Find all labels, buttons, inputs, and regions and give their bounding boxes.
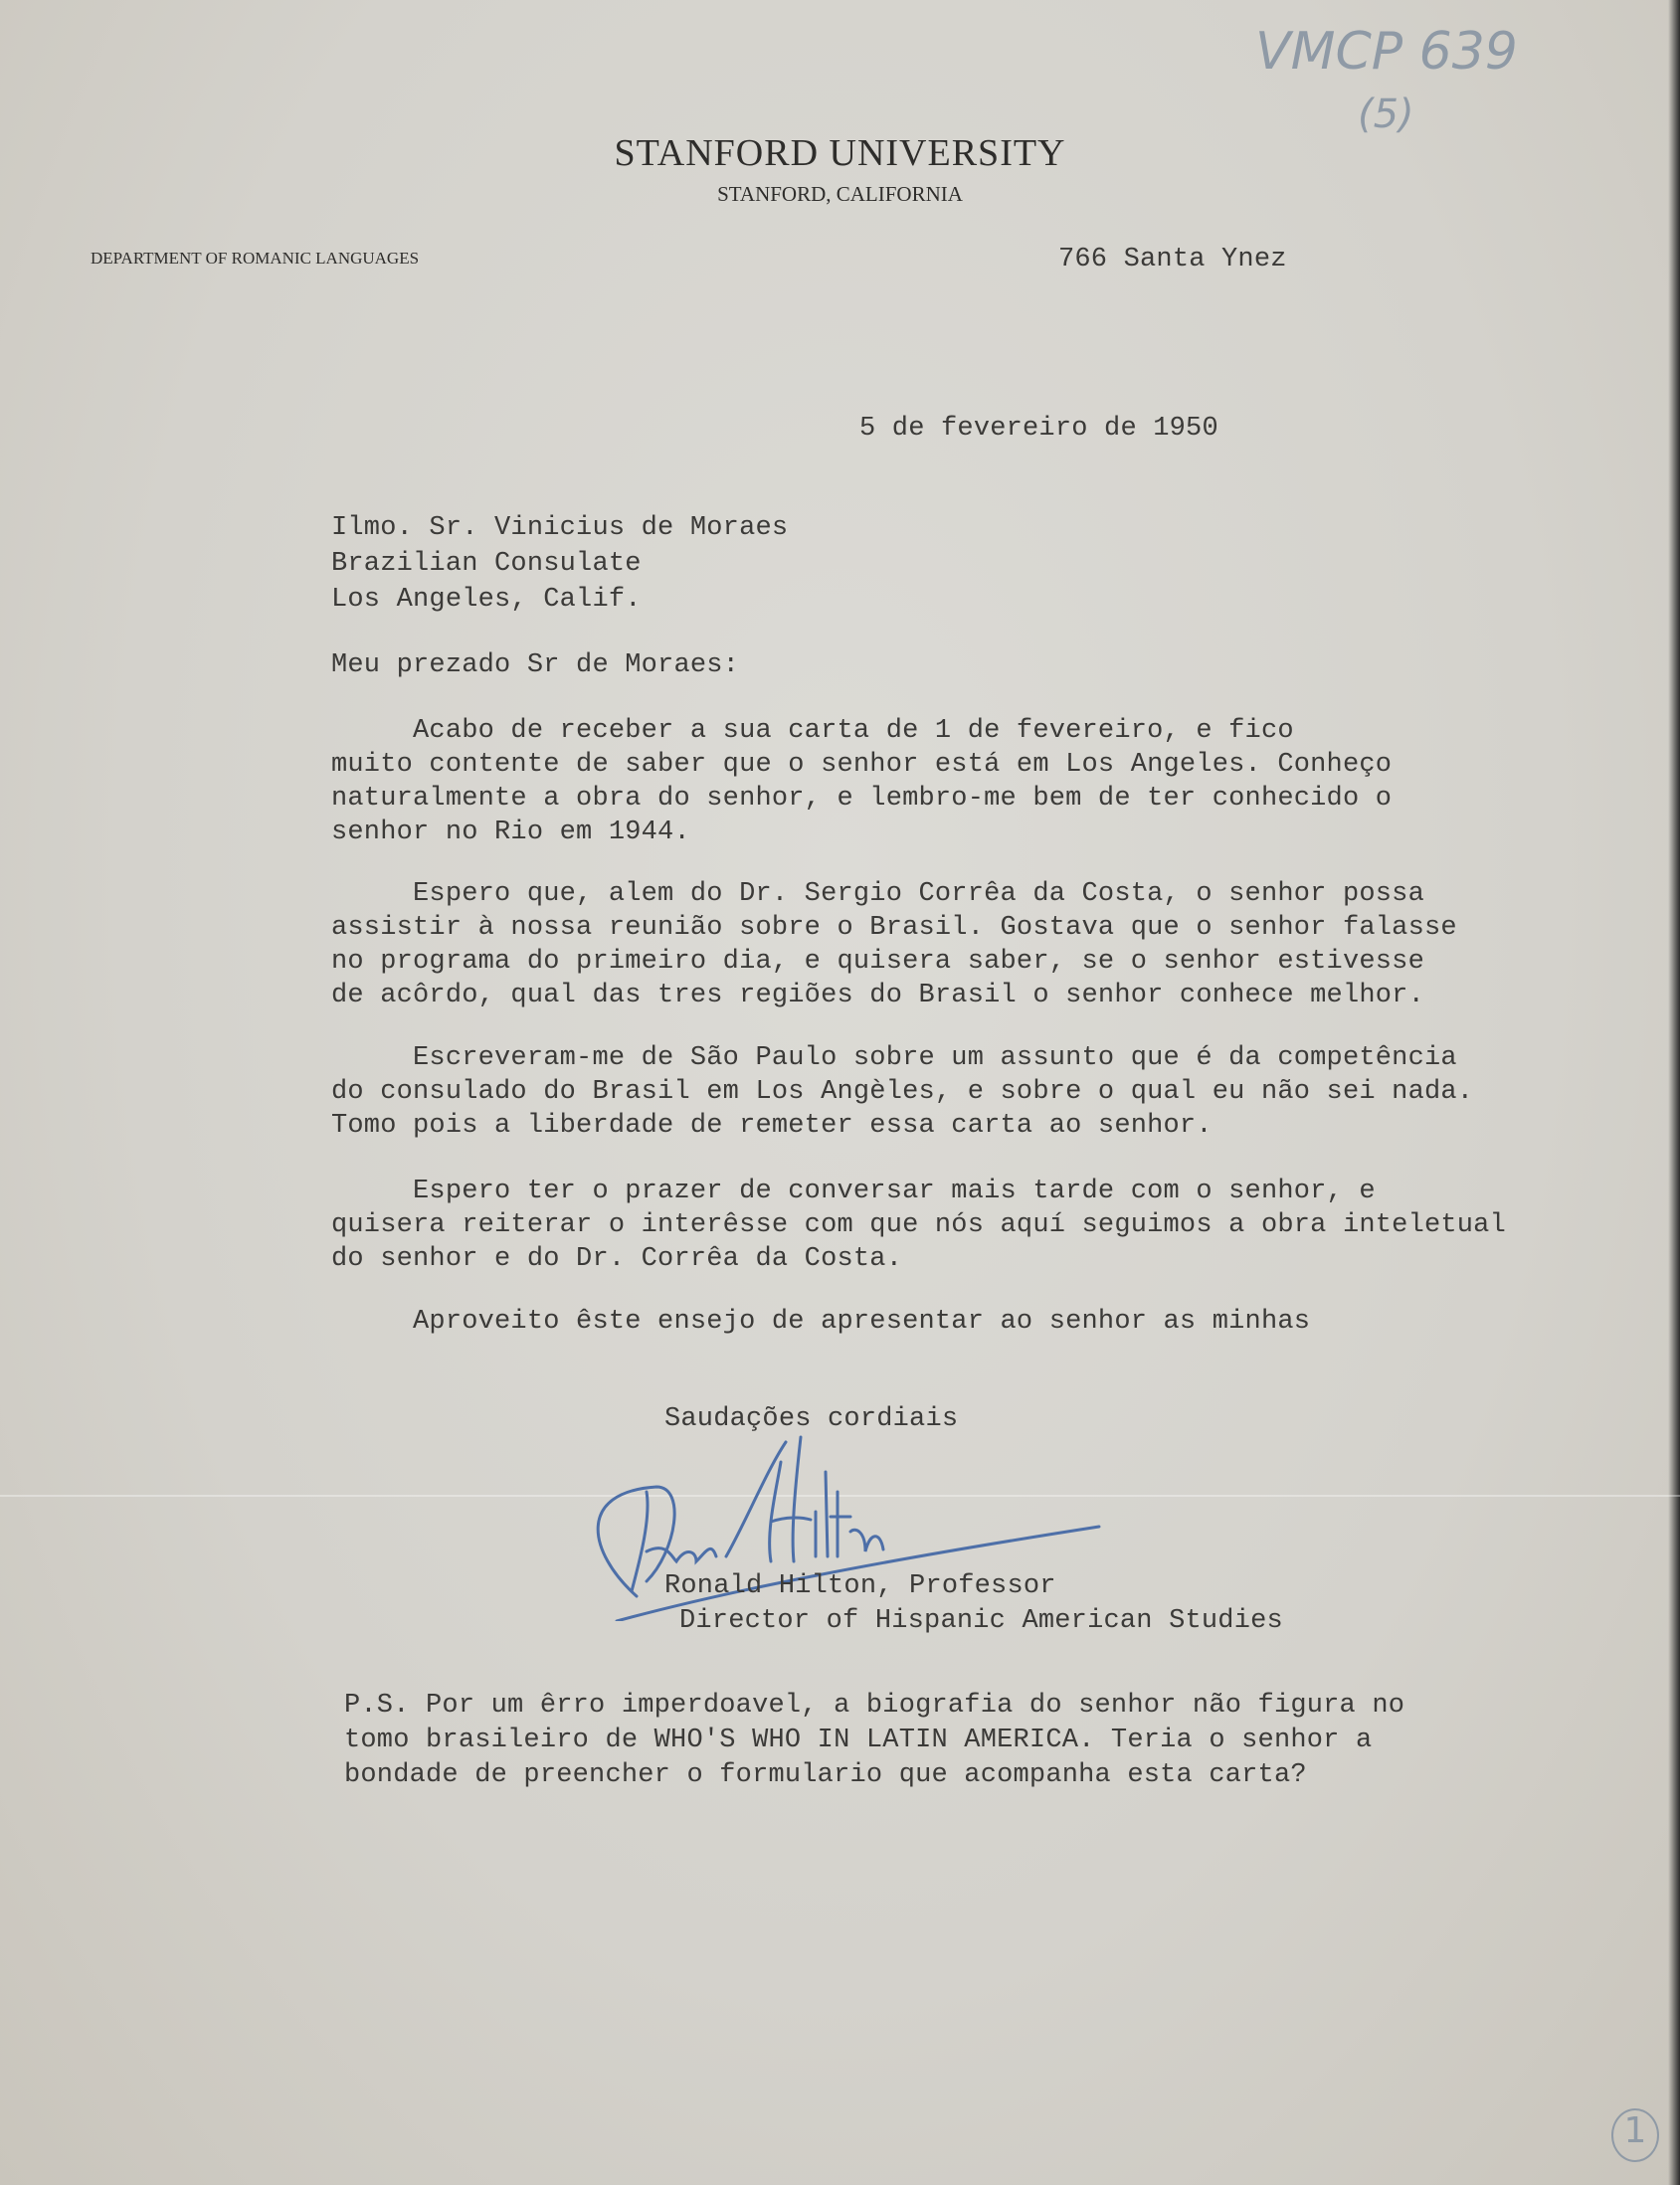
text-line: do consulado do Brasil em Los Angèles, e sobre o qual eu não sei nada. xyxy=(331,1077,1474,1107)
text-line: no programa do primeiro dia, e quisera saber, se o senhor estivesse xyxy=(331,947,1424,977)
letterhead-department: DEPARTMENT OF ROMANIC LANGUAGES xyxy=(91,249,420,268)
paragraph xyxy=(331,1041,1473,1143)
letter-date: 5 de fevereiro de 1950 xyxy=(859,414,1218,444)
text-line: do senhor e do Dr. Corrêa da Costa. xyxy=(331,1244,903,1274)
text-line: Aproveito êste ensejo de apresentar ao senhor as minhas xyxy=(331,1307,1311,1337)
page-number: 1 xyxy=(1611,2108,1659,2162)
text-line: quisera reiterar o interêsse com que nós aquí seguimos a obra inteletual xyxy=(331,1210,1506,1240)
text-line: muito contente de saber que o senhor está em Los Angeles. Conheço xyxy=(331,750,1393,780)
scan-edge xyxy=(1668,0,1680,2185)
text-line: Acabo de receber a sua carta de 1 de fevereiro, e fico xyxy=(331,716,1294,746)
text-line: senhor no Rio em 1944. xyxy=(331,818,690,847)
salutation: Meu prezado Sr de Moraes: xyxy=(331,650,740,680)
text-line: de acôrdo, qual das tres regiões do Brasil o senhor conhece melhor. xyxy=(331,981,1424,1010)
text-line: Escreveram-me de São Paulo sobre um assunto que é da competência xyxy=(331,1043,1457,1073)
paragraph xyxy=(331,714,1392,849)
archive-subcode: (5) xyxy=(1358,91,1414,137)
recipient-line: Los Angeles, Calif. xyxy=(331,585,642,615)
closing: Saudações cordiais xyxy=(664,1404,959,1434)
signer-title: Director of Hispanic American Studies xyxy=(679,1606,1283,1636)
text-line: tomo brasileiro de WHO'S WHO IN LATIN AMERICA. Teria o senhor a xyxy=(344,1726,1373,1755)
text-line: Espero ter o prazer de conversar mais tarde com o senhor, e xyxy=(331,1177,1376,1206)
text-line: Espero que, alem do Dr. Sergio Corrêa da Costa, o senhor possa xyxy=(331,879,1424,909)
letterhead-university: STANFORD UNIVERSITY xyxy=(614,132,1066,174)
text-line: bondade de preencher o formulario que acompanha esta carta? xyxy=(344,1760,1307,1790)
signer-name: Ronald Hilton, Professor xyxy=(664,1571,1056,1601)
paragraph xyxy=(331,1307,1310,1337)
paragraph xyxy=(331,877,1457,1012)
sender-address: 766 Santa Ynez xyxy=(1058,245,1287,274)
text-line: assistir à nossa reunião sobre o Brasil. Gostava que o senhor falasse xyxy=(331,913,1457,943)
recipient-line: Brazilian Consulate xyxy=(331,549,642,579)
postscript xyxy=(344,1689,1404,1793)
archive-code: VMCP 639 xyxy=(1255,22,1518,82)
letterhead-location: STANFORD, CALIFORNIA xyxy=(717,182,963,206)
paragraph xyxy=(331,1175,1506,1276)
text-line: Tomo pois a liberdade de remeter essa carta ao senhor. xyxy=(331,1111,1213,1141)
text-line: P.S. Por um êrro imperdoavel, a biografia do senhor não figura no xyxy=(344,1691,1405,1721)
recipient-line: Ilmo. Sr. Vinicius de Moraes xyxy=(331,513,789,543)
text-line: naturalmente a obra do senhor, e lembro-me bem de ter conhecido o xyxy=(331,784,1393,814)
